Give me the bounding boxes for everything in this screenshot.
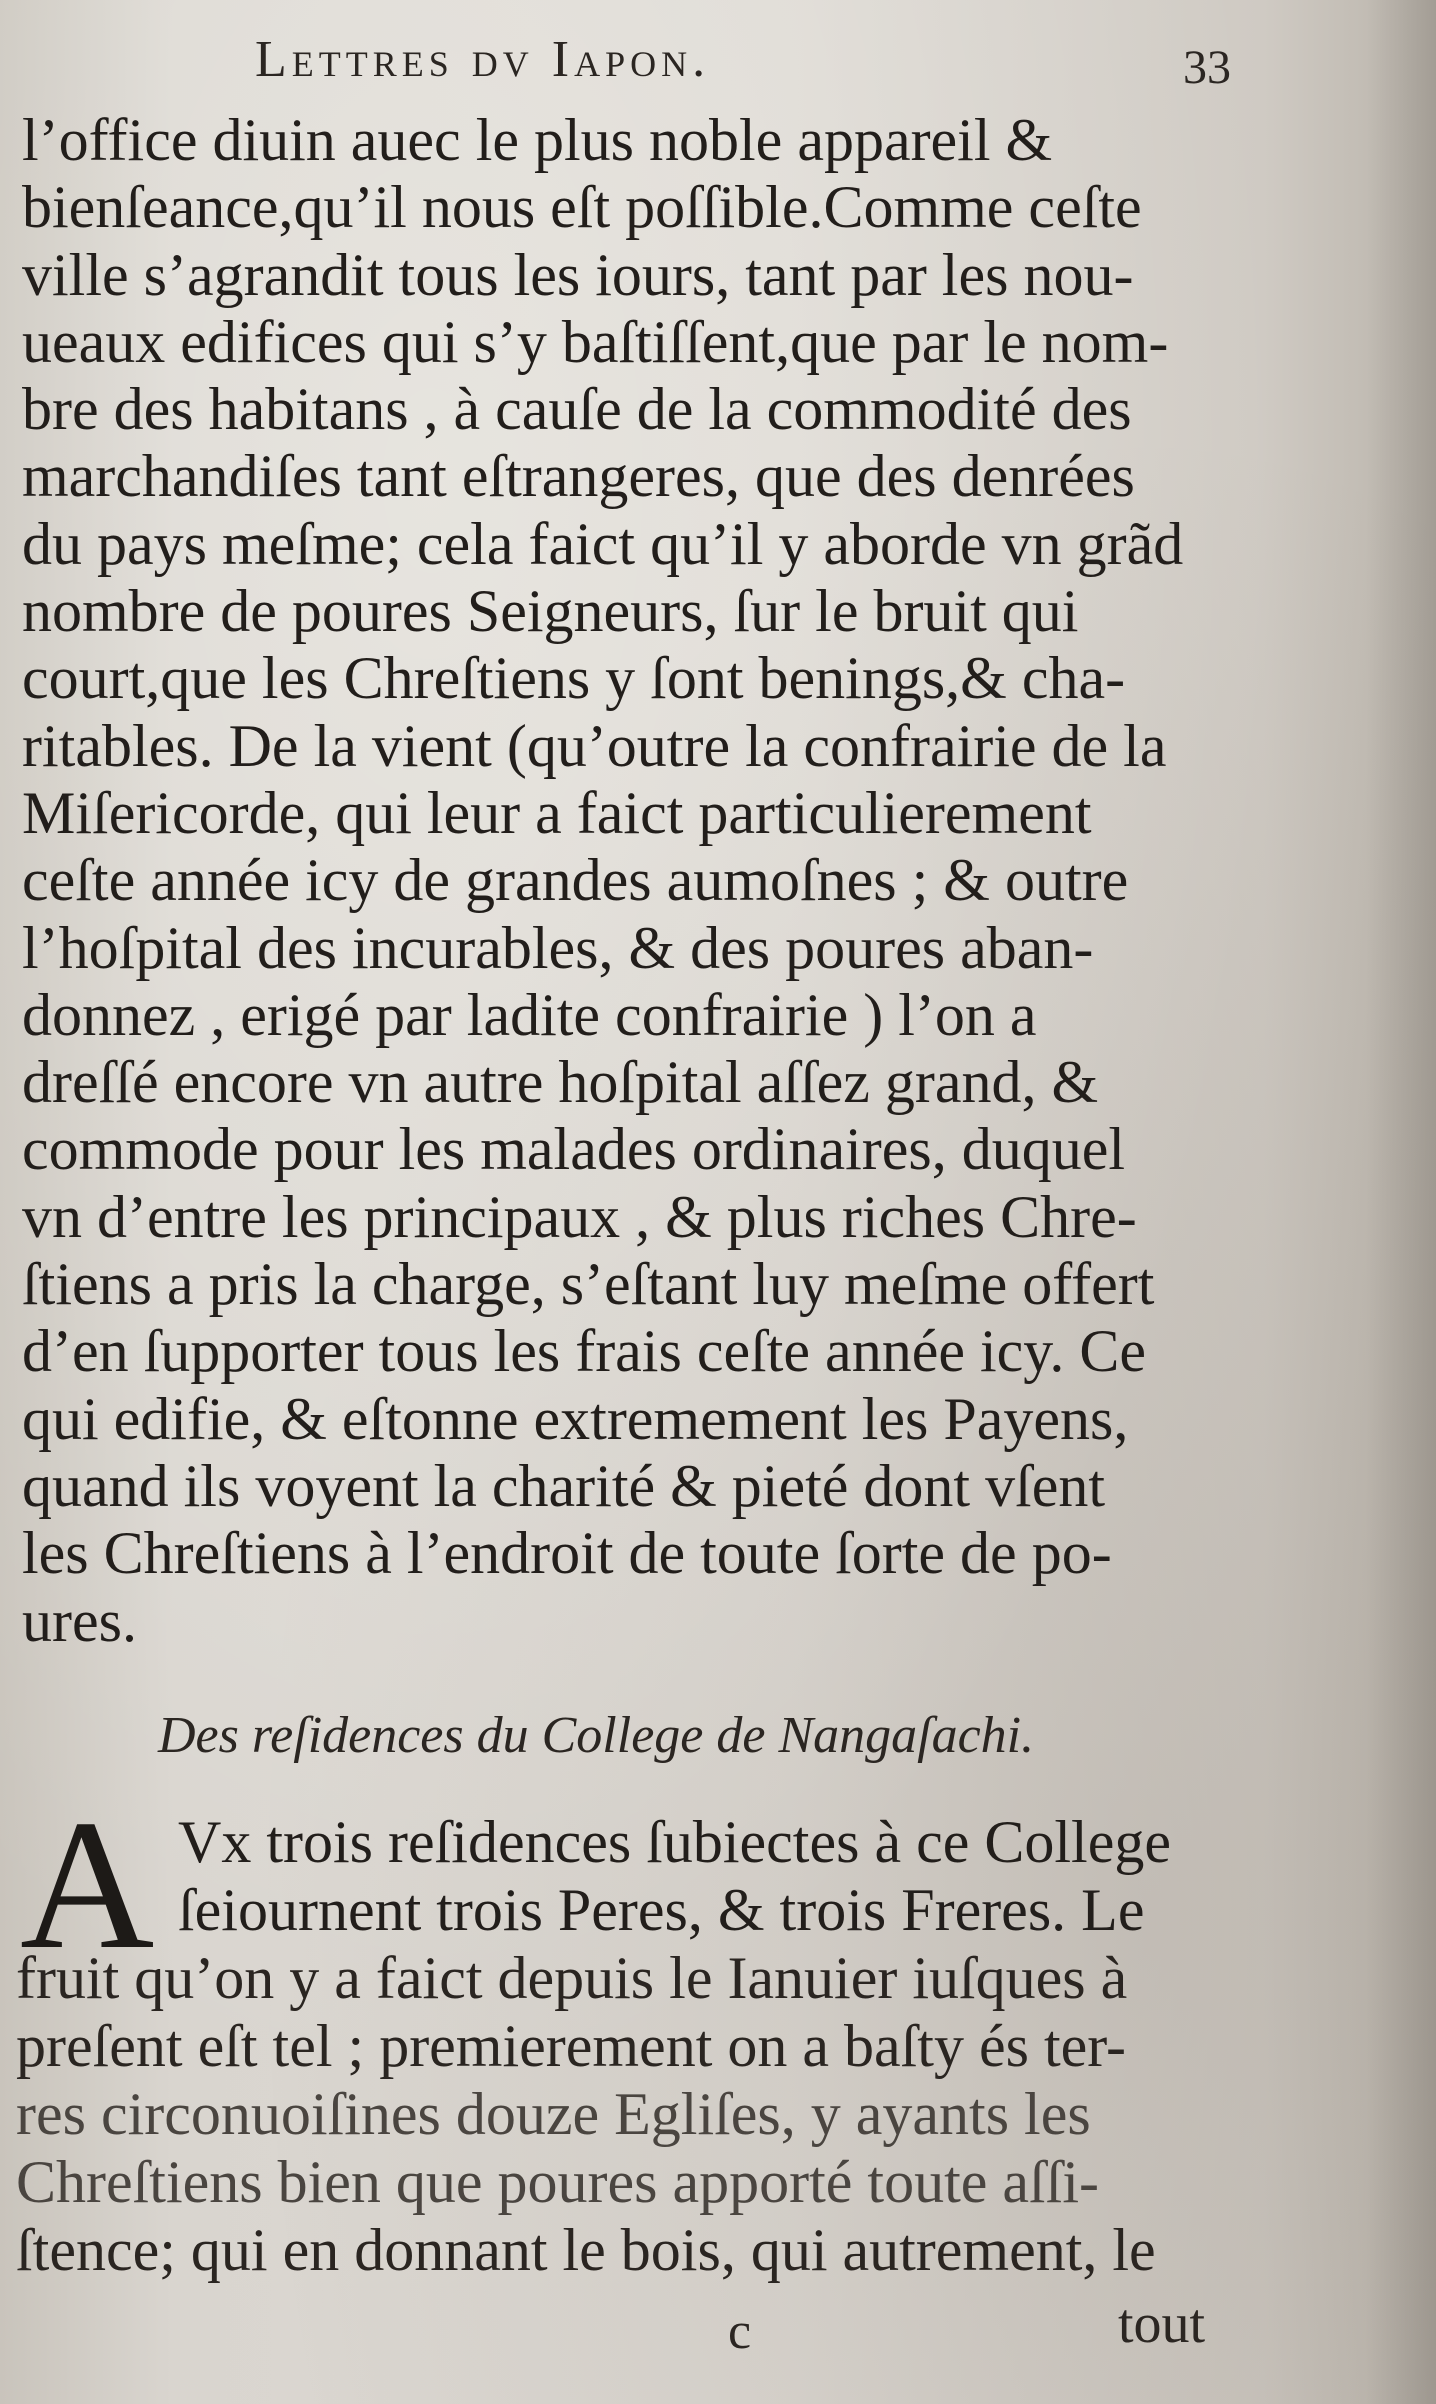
text-line: donnez , erigé par ladite confrairie ) l’on a: [22, 981, 1037, 1048]
text-line: l’office diuin auec le plus noble appareil &: [22, 107, 1053, 173]
text-line: ſtiens a pris la charge, s’eſtant luy meſme offert: [22, 1251, 1155, 1318]
signature-mark: c: [728, 2303, 752, 2360]
text-line: vn d’entre les principaux , & plus riches Chre-: [22, 1183, 1137, 1250]
page-number: 33: [1183, 41, 1231, 94]
catchword: tout: [1118, 2293, 1206, 2355]
paragraph-2-body: [16, 1944, 1156, 2284]
text-line: ſtence; qui en donnant le bois, qui autrement, le: [16, 2217, 1156, 2283]
text-line: Vx trois reſidences ſubiectes à ce College: [178, 1809, 1171, 1875]
text-line: ures.: [22, 1587, 137, 1654]
text-line: commode pour les malades ordinaires, duquel: [22, 1116, 1126, 1183]
running-title: Lettres dv Iapon.: [255, 31, 711, 88]
text-line: l’hoſpital des incurables, & des poures aban-: [22, 914, 1094, 981]
text-line: Miſericorde, qui leur a faict particulierement: [22, 779, 1092, 846]
text-line: qui edifie, & eſtonne extremement les Payens,: [22, 1385, 1129, 1452]
text-line: bienſeance,qu’il nous eſt poſſible.Comme ceſte: [22, 174, 1142, 241]
text-line: nombre de poures Seigneurs, ſur le bruit qui: [22, 578, 1079, 645]
drop-cap: A: [20, 1782, 155, 1988]
paragraph-1: [22, 107, 1242, 1655]
text-line: bre des habitans , à cauſe de la commodité des: [22, 376, 1132, 443]
text-line: Chreſtiens bien que poures apporté toute aſſi-: [16, 2149, 1100, 2215]
text-line: ceſte année icy de grandes aumoſnes ; & outre: [22, 847, 1129, 914]
text-line: ritables. De la vient (qu’outre la confrairie de la: [22, 712, 1167, 779]
text-line: ſeiournent trois Peres, & trois Freres. Le: [178, 1877, 1145, 1943]
text-line: ville s’agrandit tous les iours, tant par les nou-: [22, 241, 1134, 308]
text-line: preſent eſt tel ; premierement on a baſty és ter-: [16, 2013, 1126, 2079]
text-line: dreſſé encore vn autre hoſpital aſſez grand, &: [22, 1049, 1099, 1116]
text-line: court,que les Chreſtiens y ſont benings,& cha-: [22, 645, 1126, 712]
text-line: res circonuoiſines douze Egliſes, y ayants les: [16, 2081, 1091, 2147]
text-line: fruit qu’on y a faict depuis le Ianuier iuſques à: [16, 1945, 1128, 2011]
text-line: d’en ſupporter tous les frais ceſte année icy. Ce: [22, 1318, 1147, 1385]
text-line: quand ils voyent la charité & pieté dont vſent: [22, 1452, 1106, 1519]
text-line: marchandiſes tant eſtrangeres, que des denrées: [22, 443, 1135, 510]
paragraph-2-opening: [178, 1808, 1171, 1944]
text-line: ueaux edifices qui s’y baſtiſſent,que par le nom-: [22, 308, 1169, 375]
text-line: du pays meſme; cela faict qu’il y aborde vn grãd: [22, 510, 1184, 577]
section-title: Des reſidences du College de Nangaſachi.: [158, 1707, 1035, 1764]
text-line: les Chreſtiens à l’endroit de toute ſorte de po-: [22, 1520, 1112, 1587]
